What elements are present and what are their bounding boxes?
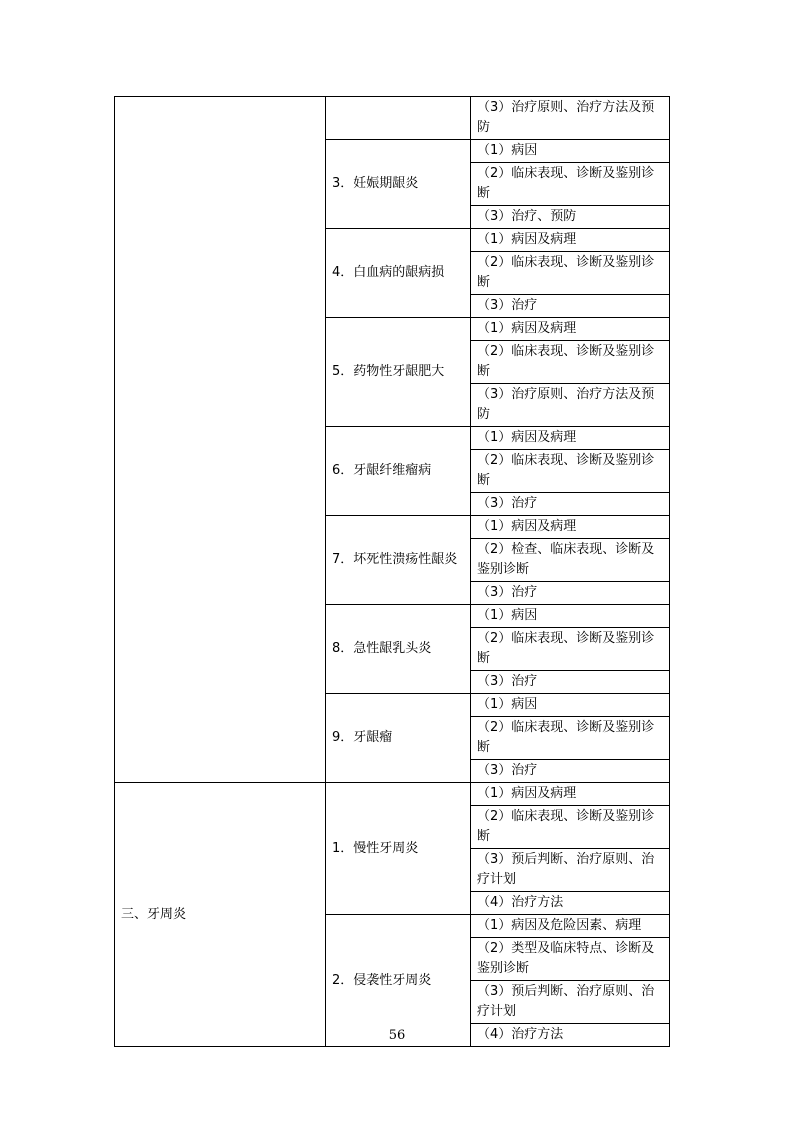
item-cell: （2）检查、临床表现、诊断及鉴别诊断 bbox=[471, 539, 670, 582]
item-cell: （2）临床表现、诊断及鉴别诊断 bbox=[471, 163, 670, 206]
item-cell: （2）类型及临床特点、诊断及鉴别诊断 bbox=[471, 938, 670, 981]
table-row bbox=[115, 97, 670, 140]
item-cell: （1）病因及病理 bbox=[471, 516, 670, 539]
item-cell: （2）临床表现、诊断及鉴别诊断 bbox=[471, 717, 670, 760]
table-row bbox=[115, 783, 670, 806]
syllabus-table-body bbox=[115, 97, 670, 1047]
item-cell: （1）病因及病理 bbox=[471, 427, 670, 450]
item-cell: （1）病因及病理 bbox=[471, 229, 670, 252]
item-cell: （3）治疗、预防 bbox=[471, 206, 670, 229]
topic-cell: 7．坏死性溃疡性龈炎 bbox=[326, 516, 471, 605]
item-cell: （4）治疗方法 bbox=[471, 1024, 670, 1047]
topic-cell: 3．妊娠期龈炎 bbox=[326, 140, 471, 229]
topic-cell: 9．牙龈瘤 bbox=[326, 694, 471, 783]
unit-cell bbox=[115, 97, 326, 783]
topic-cell: 5．药物性牙龈肥大 bbox=[326, 318, 471, 427]
item-cell: （3）治疗原则、治疗方法及预防 bbox=[471, 384, 670, 427]
item-cell: （3）治疗 bbox=[471, 295, 670, 318]
item-cell: （1）病因 bbox=[471, 140, 670, 163]
item-cell: （2）临床表现、诊断及鉴别诊断 bbox=[471, 341, 670, 384]
item-cell: （3）治疗 bbox=[471, 760, 670, 783]
page-number: 56 bbox=[388, 1028, 406, 1043]
unit-cell: 三、牙周炎 bbox=[115, 783, 326, 1047]
topic-cell: 1．慢性牙周炎 bbox=[326, 783, 471, 915]
topic-cell: 8．急性龈乳头炎 bbox=[326, 605, 471, 694]
item-cell: （2）临床表现、诊断及鉴别诊断 bbox=[471, 252, 670, 295]
item-cell: （3）治疗 bbox=[471, 582, 670, 605]
item-cell: （3）预后判断、治疗原则、治疗计划 bbox=[471, 849, 670, 892]
topic-cell bbox=[326, 97, 471, 140]
item-cell: （2）临床表现、诊断及鉴别诊断 bbox=[471, 628, 670, 671]
topic-cell: 2．侵袭性牙周炎 bbox=[326, 915, 471, 1047]
item-cell: （3）治疗原则、治疗方法及预防 bbox=[471, 97, 670, 140]
topic-cell: 4．白血病的龈病损 bbox=[326, 229, 471, 318]
item-cell: （1）病因 bbox=[471, 694, 670, 717]
topic-cell: 6．牙龈纤维瘤病 bbox=[326, 427, 471, 516]
item-cell: （3）预后判断、治疗原则、治疗计划 bbox=[471, 981, 670, 1024]
item-cell: （2）临床表现、诊断及鉴别诊断 bbox=[471, 806, 670, 849]
item-cell: （4）治疗方法 bbox=[471, 892, 670, 915]
item-cell: （1）病因及病理 bbox=[471, 318, 670, 341]
item-cell: （3）治疗 bbox=[471, 493, 670, 516]
syllabus-table bbox=[114, 96, 670, 1047]
item-cell: （1）病因 bbox=[471, 605, 670, 628]
item-cell: （2）临床表现、诊断及鉴别诊断 bbox=[471, 450, 670, 493]
item-cell: （1）病因及危险因素、病理 bbox=[471, 915, 670, 938]
item-cell: （1）病因及病理 bbox=[471, 783, 670, 806]
item-cell: （3）治疗 bbox=[471, 671, 670, 694]
